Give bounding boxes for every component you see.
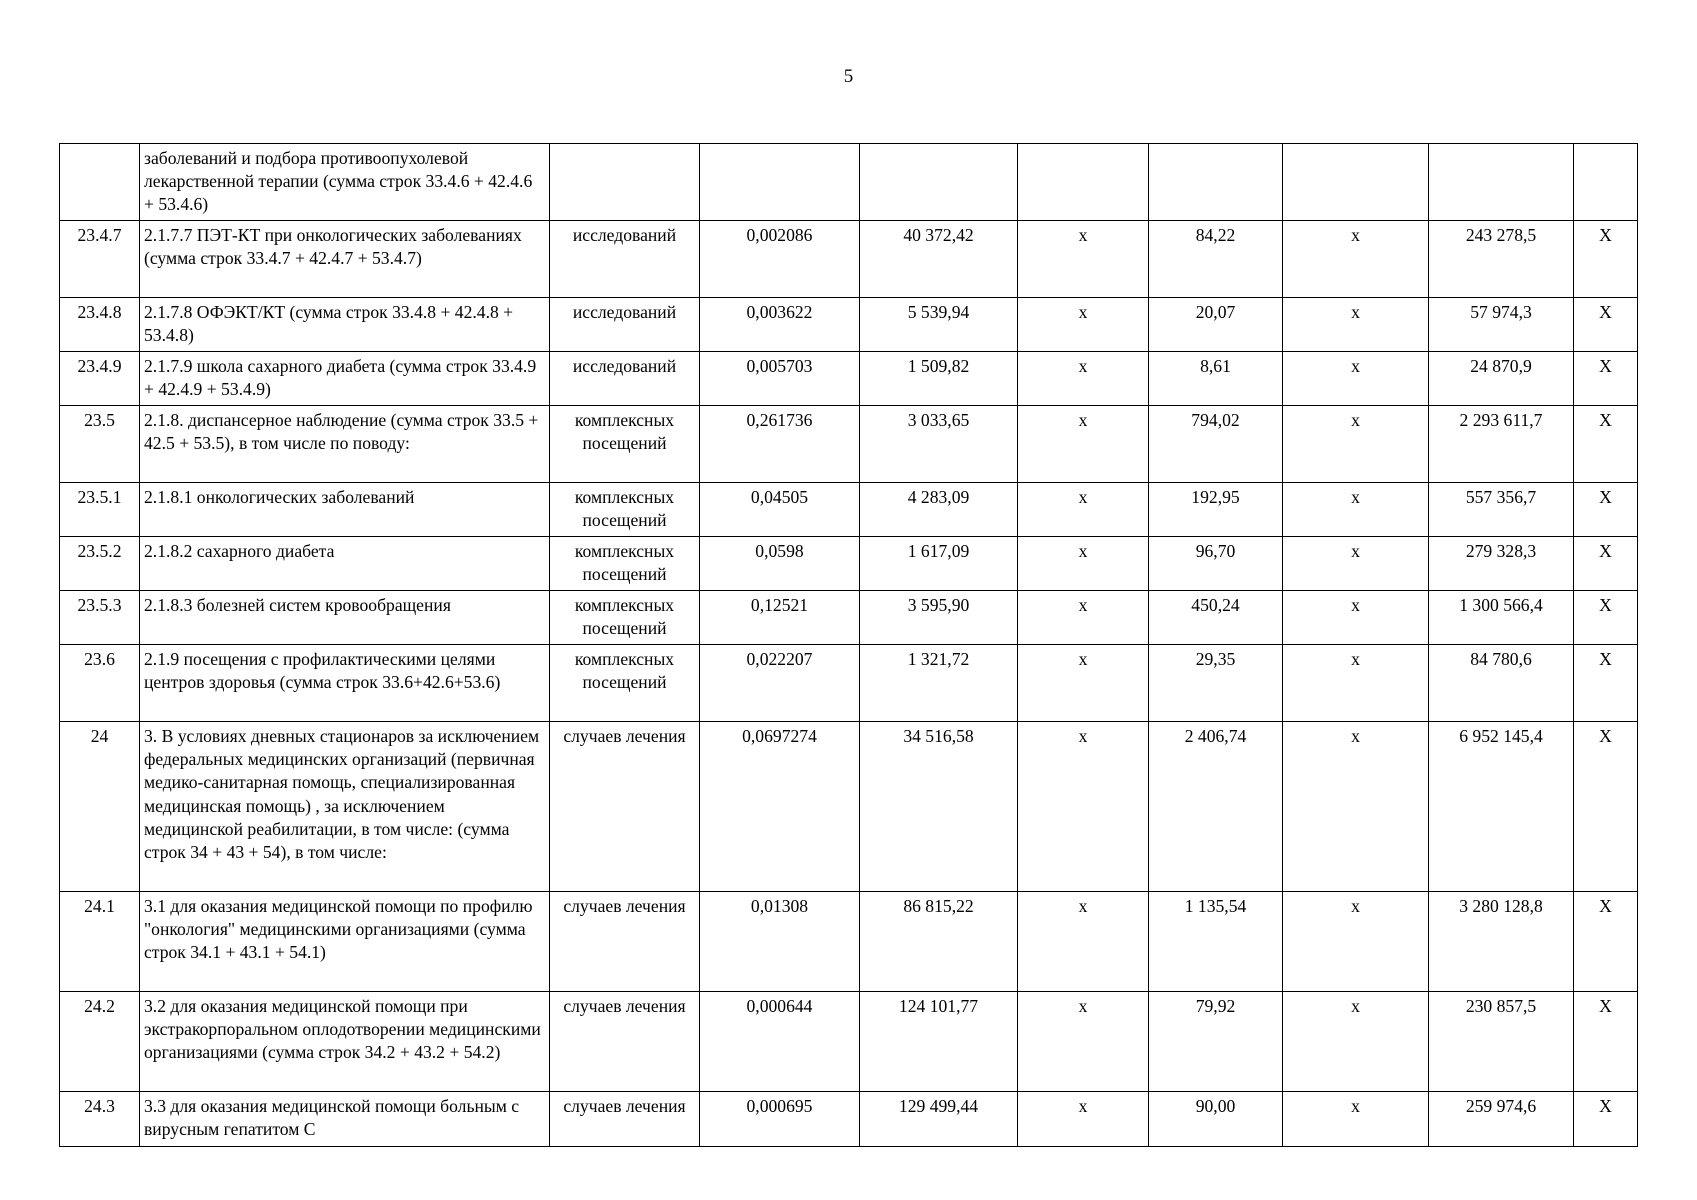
row-X-cell: Х <box>1574 892 1638 992</box>
row-cost-cell: 3 033,65 <box>860 406 1018 483</box>
data-table <box>59 143 1638 1147</box>
row-sum-cell: 279 328,3 <box>1429 537 1574 591</box>
row-X-cell: Х <box>1574 992 1638 1092</box>
row-norm-cell: 0,000695 <box>700 1092 860 1147</box>
row-unit-cell: случаев лечения <box>550 1092 700 1147</box>
row-X-cell: Х <box>1574 352 1638 406</box>
table-row <box>60 483 1638 537</box>
row-value-cell: 29,35 <box>1149 645 1283 722</box>
row-x1-cell: х <box>1018 1092 1149 1147</box>
row-number-cell <box>60 144 140 221</box>
row-cost-cell: 3 595,90 <box>860 591 1018 645</box>
row-name-cell: 3. В условиях дневных стационаров за исключением федеральных медицинских организаций (первичная медико-санитарная помощь, специализированная медицинская помощь) , за исключением медицинской реабилитации, в том числе: (сумма строк 34 + 43 + 54), в том числе: <box>140 722 550 892</box>
row-value-cell: 84,22 <box>1149 221 1283 298</box>
row-sum-cell: 243 278,5 <box>1429 221 1574 298</box>
row-unit-cell: комплексных посещений <box>550 483 700 537</box>
row-value-cell: 2 406,74 <box>1149 722 1283 892</box>
row-unit-cell: случаев лечения <box>550 992 700 1092</box>
row-value-cell: 79,92 <box>1149 992 1283 1092</box>
row-sum-cell: 230 857,5 <box>1429 992 1574 1092</box>
row-x2-cell: х <box>1283 591 1429 645</box>
row-cost-cell: 1 509,82 <box>860 352 1018 406</box>
row-x1-cell: х <box>1018 483 1149 537</box>
row-value-cell: 8,61 <box>1149 352 1283 406</box>
row-x2-cell: х <box>1283 992 1429 1092</box>
row-x1-cell: х <box>1018 537 1149 591</box>
row-X-cell: Х <box>1574 591 1638 645</box>
row-unit-cell: комплексных посещений <box>550 591 700 645</box>
row-sum-cell: 24 870,9 <box>1429 352 1574 406</box>
row-X-cell: Х <box>1574 645 1638 722</box>
row-norm-cell: 0,0697274 <box>700 722 860 892</box>
row-cost-cell: 124 101,77 <box>860 992 1018 1092</box>
row-cost-cell: 5 539,94 <box>860 298 1018 352</box>
row-norm-cell: 0,022207 <box>700 645 860 722</box>
table-row <box>60 298 1638 352</box>
row-X-cell: Х <box>1574 298 1638 352</box>
row-number-cell: 23.4.7 <box>60 221 140 298</box>
row-unit-cell: исследований <box>550 298 700 352</box>
table-row <box>60 221 1638 298</box>
row-x1-cell: х <box>1018 298 1149 352</box>
table-row <box>60 892 1638 992</box>
table-row <box>60 537 1638 591</box>
row-cost-cell: 86 815,22 <box>860 892 1018 992</box>
row-name-cell: 2.1.7.7 ПЭТ-КТ при онкологических заболеваниях (сумма строк 33.4.7 + 42.4.7 + 53.4.7) <box>140 221 550 298</box>
row-cost-cell: 1 617,09 <box>860 537 1018 591</box>
row-name-cell: 2.1.8.2 сахарного диабета <box>140 537 550 591</box>
row-sum-cell: 57 974,3 <box>1429 298 1574 352</box>
row-name-cell: 3.2 для оказания медицинской помощи при экстракорпоральном оплодотворении медицинскими организациями (сумма строк 34.2 + 43.2 + 54.2) <box>140 992 550 1092</box>
row-x2-cell: х <box>1283 406 1429 483</box>
row-sum-cell: 1 300 566,4 <box>1429 591 1574 645</box>
table-row <box>60 406 1638 483</box>
row-x2-cell: х <box>1283 722 1429 892</box>
table-row <box>60 1092 1638 1147</box>
table-row <box>60 992 1638 1092</box>
row-unit-cell: исследований <box>550 352 700 406</box>
row-x2-cell: х <box>1283 645 1429 722</box>
row-sum-cell <box>1429 144 1574 221</box>
row-number-cell: 24 <box>60 722 140 892</box>
row-X-cell: Х <box>1574 537 1638 591</box>
row-number-cell: 24.3 <box>60 1092 140 1147</box>
row-unit-cell: комплексных посещений <box>550 537 700 591</box>
table-row <box>60 352 1638 406</box>
row-x1-cell: х <box>1018 645 1149 722</box>
row-unit-cell: случаев лечения <box>550 892 700 992</box>
row-value-cell: 794,02 <box>1149 406 1283 483</box>
row-X-cell: Х <box>1574 406 1638 483</box>
row-sum-cell: 259 974,6 <box>1429 1092 1574 1147</box>
row-cost-cell: 129 499,44 <box>860 1092 1018 1147</box>
row-sum-cell: 3 280 128,8 <box>1429 892 1574 992</box>
row-X-cell <box>1574 144 1638 221</box>
row-value-cell: 90,00 <box>1149 1092 1283 1147</box>
row-X-cell: Х <box>1574 221 1638 298</box>
table-row <box>60 645 1638 722</box>
row-x1-cell: х <box>1018 352 1149 406</box>
row-name-cell: 2.1.8.3 болезней систем кровообращения <box>140 591 550 645</box>
row-x1-cell <box>1018 144 1149 221</box>
row-value-cell: 450,24 <box>1149 591 1283 645</box>
row-x2-cell: х <box>1283 352 1429 406</box>
row-x2-cell: х <box>1283 537 1429 591</box>
row-norm-cell <box>700 144 860 221</box>
row-norm-cell: 0,12521 <box>700 591 860 645</box>
row-x2-cell: х <box>1283 892 1429 992</box>
page-number: 5 <box>843 66 854 87</box>
row-cost-cell: 40 372,42 <box>860 221 1018 298</box>
row-x2-cell: х <box>1283 483 1429 537</box>
row-number-cell: 24.1 <box>60 892 140 992</box>
row-x1-cell: х <box>1018 992 1149 1092</box>
row-norm-cell: 0,002086 <box>700 221 860 298</box>
row-unit-cell: комплексных посещений <box>550 406 700 483</box>
row-norm-cell: 0,005703 <box>700 352 860 406</box>
row-cost-cell: 34 516,58 <box>860 722 1018 892</box>
row-number-cell: 23.5.3 <box>60 591 140 645</box>
row-number-cell: 23.4.8 <box>60 298 140 352</box>
row-x2-cell <box>1283 144 1429 221</box>
row-name-cell: заболеваний и подбора противоопухолевой лекарственной терапии (сумма строк 33.4.6 + 42.4.6 + 53.4.6) <box>140 144 550 221</box>
row-cost-cell: 1 321,72 <box>860 645 1018 722</box>
row-number-cell: 23.5 <box>60 406 140 483</box>
row-x1-cell: х <box>1018 406 1149 483</box>
row-X-cell: Х <box>1574 483 1638 537</box>
row-x1-cell: х <box>1018 221 1149 298</box>
row-x1-cell: х <box>1018 591 1149 645</box>
row-norm-cell: 0,003622 <box>700 298 860 352</box>
row-cost-cell: 4 283,09 <box>860 483 1018 537</box>
row-sum-cell: 84 780,6 <box>1429 645 1574 722</box>
row-sum-cell: 2 293 611,7 <box>1429 406 1574 483</box>
row-value-cell: 192,95 <box>1149 483 1283 537</box>
row-unit-cell: комплексных посещений <box>550 645 700 722</box>
row-x1-cell: х <box>1018 722 1149 892</box>
row-unit-cell: случаев лечения <box>550 722 700 892</box>
table-row <box>60 591 1638 645</box>
table-row <box>60 722 1638 892</box>
row-name-cell: 2.1.7.9 школа сахарного диабета (сумма строк 33.4.9 + 42.4.9 + 53.4.9) <box>140 352 550 406</box>
row-name-cell: 2.1.7.8 ОФЭКТ/КТ (сумма строк 33.4.8 + 42.4.8 + 53.4.8) <box>140 298 550 352</box>
row-x2-cell: х <box>1283 298 1429 352</box>
row-unit-cell: исследований <box>550 221 700 298</box>
table-row <box>60 144 1638 221</box>
row-sum-cell: 557 356,7 <box>1429 483 1574 537</box>
row-value-cell: 96,70 <box>1149 537 1283 591</box>
row-x2-cell: х <box>1283 221 1429 298</box>
row-name-cell: 2.1.8. диспансерное наблюдение (сумма строк 33.5 + 42.5 + 53.5), в том числе по поводу: <box>140 406 550 483</box>
row-name-cell: 3.3 для оказания медицинской помощи больным с вирусным гепатитом С <box>140 1092 550 1147</box>
row-value-cell: 20,07 <box>1149 298 1283 352</box>
row-X-cell: Х <box>1574 722 1638 892</box>
row-name-cell: 2.1.9 посещения с профилактическими целями центров здоровья (сумма строк 33.6+42.6+53.6) <box>140 645 550 722</box>
row-norm-cell: 0,01308 <box>700 892 860 992</box>
row-number-cell: 23.5.2 <box>60 537 140 591</box>
row-number-cell: 24.2 <box>60 992 140 1092</box>
row-norm-cell: 0,0598 <box>700 537 860 591</box>
row-name-cell: 2.1.8.1 онкологических заболеваний <box>140 483 550 537</box>
row-number-cell: 23.5.1 <box>60 483 140 537</box>
row-norm-cell: 0,000644 <box>700 992 860 1092</box>
row-name-cell: 3.1 для оказания медицинской помощи по профилю "онкология" медицинскими организациями (сумма строк 34.1 + 43.1 + 54.1) <box>140 892 550 992</box>
row-number-cell: 23.6 <box>60 645 140 722</box>
row-cost-cell <box>860 144 1018 221</box>
row-x1-cell: х <box>1018 892 1149 992</box>
row-norm-cell: 0,04505 <box>700 483 860 537</box>
row-norm-cell: 0,261736 <box>700 406 860 483</box>
row-x2-cell: х <box>1283 1092 1429 1147</box>
row-value-cell: 1 135,54 <box>1149 892 1283 992</box>
row-X-cell: Х <box>1574 1092 1638 1147</box>
row-number-cell: 23.4.9 <box>60 352 140 406</box>
row-sum-cell: 6 952 145,4 <box>1429 722 1574 892</box>
row-unit-cell <box>550 144 700 221</box>
row-value-cell <box>1149 144 1283 221</box>
